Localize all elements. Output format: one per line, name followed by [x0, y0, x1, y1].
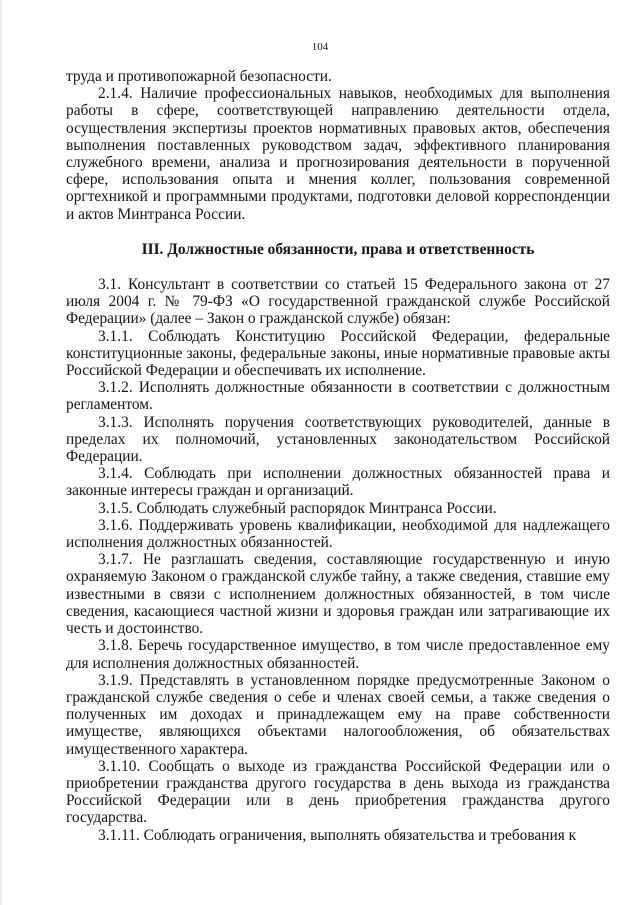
paragraph-3-1-11: 3.1.11. Соблюдать ограничения, выполнять обязательства и требования к	[98, 826, 577, 844]
paragraph-3-1-5: 3.1.5. Соблюдать служебный распорядок Минтранса России.	[98, 499, 497, 517]
page-number: 104	[311, 41, 329, 53]
paragraph-3-1-4: 3.1.4. Соблюдать при исполнении должностных обязанностей права и законные интересы граждан и организаций.	[66, 465, 610, 500]
paragraph-3-1: 3.1. Консультант в соответствии со статьей 15 Федерального закона от 27 июля 2004 г. № 79-ФЗ «О государственной гражданской службе Российской Федерации» (далее – Закон о гражданской службе) обязан:	[66, 276, 610, 328]
paragraph-3-1-8: 3.1.8. Беречь государственное имущество, в том числе предоставленное ему для исполнения должностных обязанностей.	[66, 637, 610, 672]
paragraph-continuation: труда и противопожарной безопасности.	[66, 68, 332, 85]
paragraph-3-1-2: 3.1.2. Исполнять должностные обязанности в соответствии с должностным регламентом.	[66, 379, 610, 414]
paragraph-3-1-3: 3.1.3. Исполнять поручения соответствующих руководителей, данные в пределах их полномочий, установленных законодательством Российской Федерации.	[66, 413, 610, 466]
document-body	[66, 68, 610, 844]
paragraph-3-1-10: 3.1.10. Сообщать о выходе из гражданства Российской Федерации или о приобретении гражданства другого государства в день выхода из гражданства Российской Федерации или в день приобретения гражданства другого государства.	[66, 757, 610, 827]
paragraph-2-1-4: 2.1.4. Наличие профессиональных навыков, необходимых для выполнения работы в сфере, соответствующей направлению деятельности отдела, осуществления экспертизы проектов нормативных правовых актов, обеспечения выполнения поставленных руководством задач, эффективного планирования служебного времени, анализа и прогнозирования деятельности в порученной сфере, использования опыта и мнения коллег, пользования современной оргтехникой и программными продуктами, подготовки деловой корреспонденции и актов Минтранса России.	[66, 85, 610, 223]
paragraph-3-1-6: 3.1.6. Поддерживать уровень квалификации, необходимой для надлежащего исполнения должностных обязанностей.	[66, 516, 610, 552]
paragraph-3-1-7: 3.1.7. Не разглашать сведения, составляющие государственную и иную охраняемую Законом о гражданской службе тайну, а также сведения, ставшие ему известными в связи с исполнением должностных обязанностей, в том числе сведения, касающиеся частной жизни и здоровья граждан или затрагивающие их честь и достоинство.	[66, 551, 610, 638]
section-title: III. Должностные обязанности, права и ответственность	[141, 240, 535, 258]
paragraph-3-1-1: 3.1.1. Соблюдать Конституцию Российской Федерации, федеральные конституционные законы, федеральные законы, иные нормативные правовые акты Российской Федерации и обеспечивать их исполнение.	[66, 327, 610, 380]
scan-edge	[0, 0, 2, 905]
paragraph-3-1-9: 3.1.9. Представлять в установленном порядке предусмотренные Законом о гражданской службе сведения о себе и членах своей семьи, а также сведения о полученных им доходах и принадлежащем ему на праве собственности имуществе, являющихся объектами налогообложения, об обязательствах имущественного характера.	[66, 671, 610, 758]
